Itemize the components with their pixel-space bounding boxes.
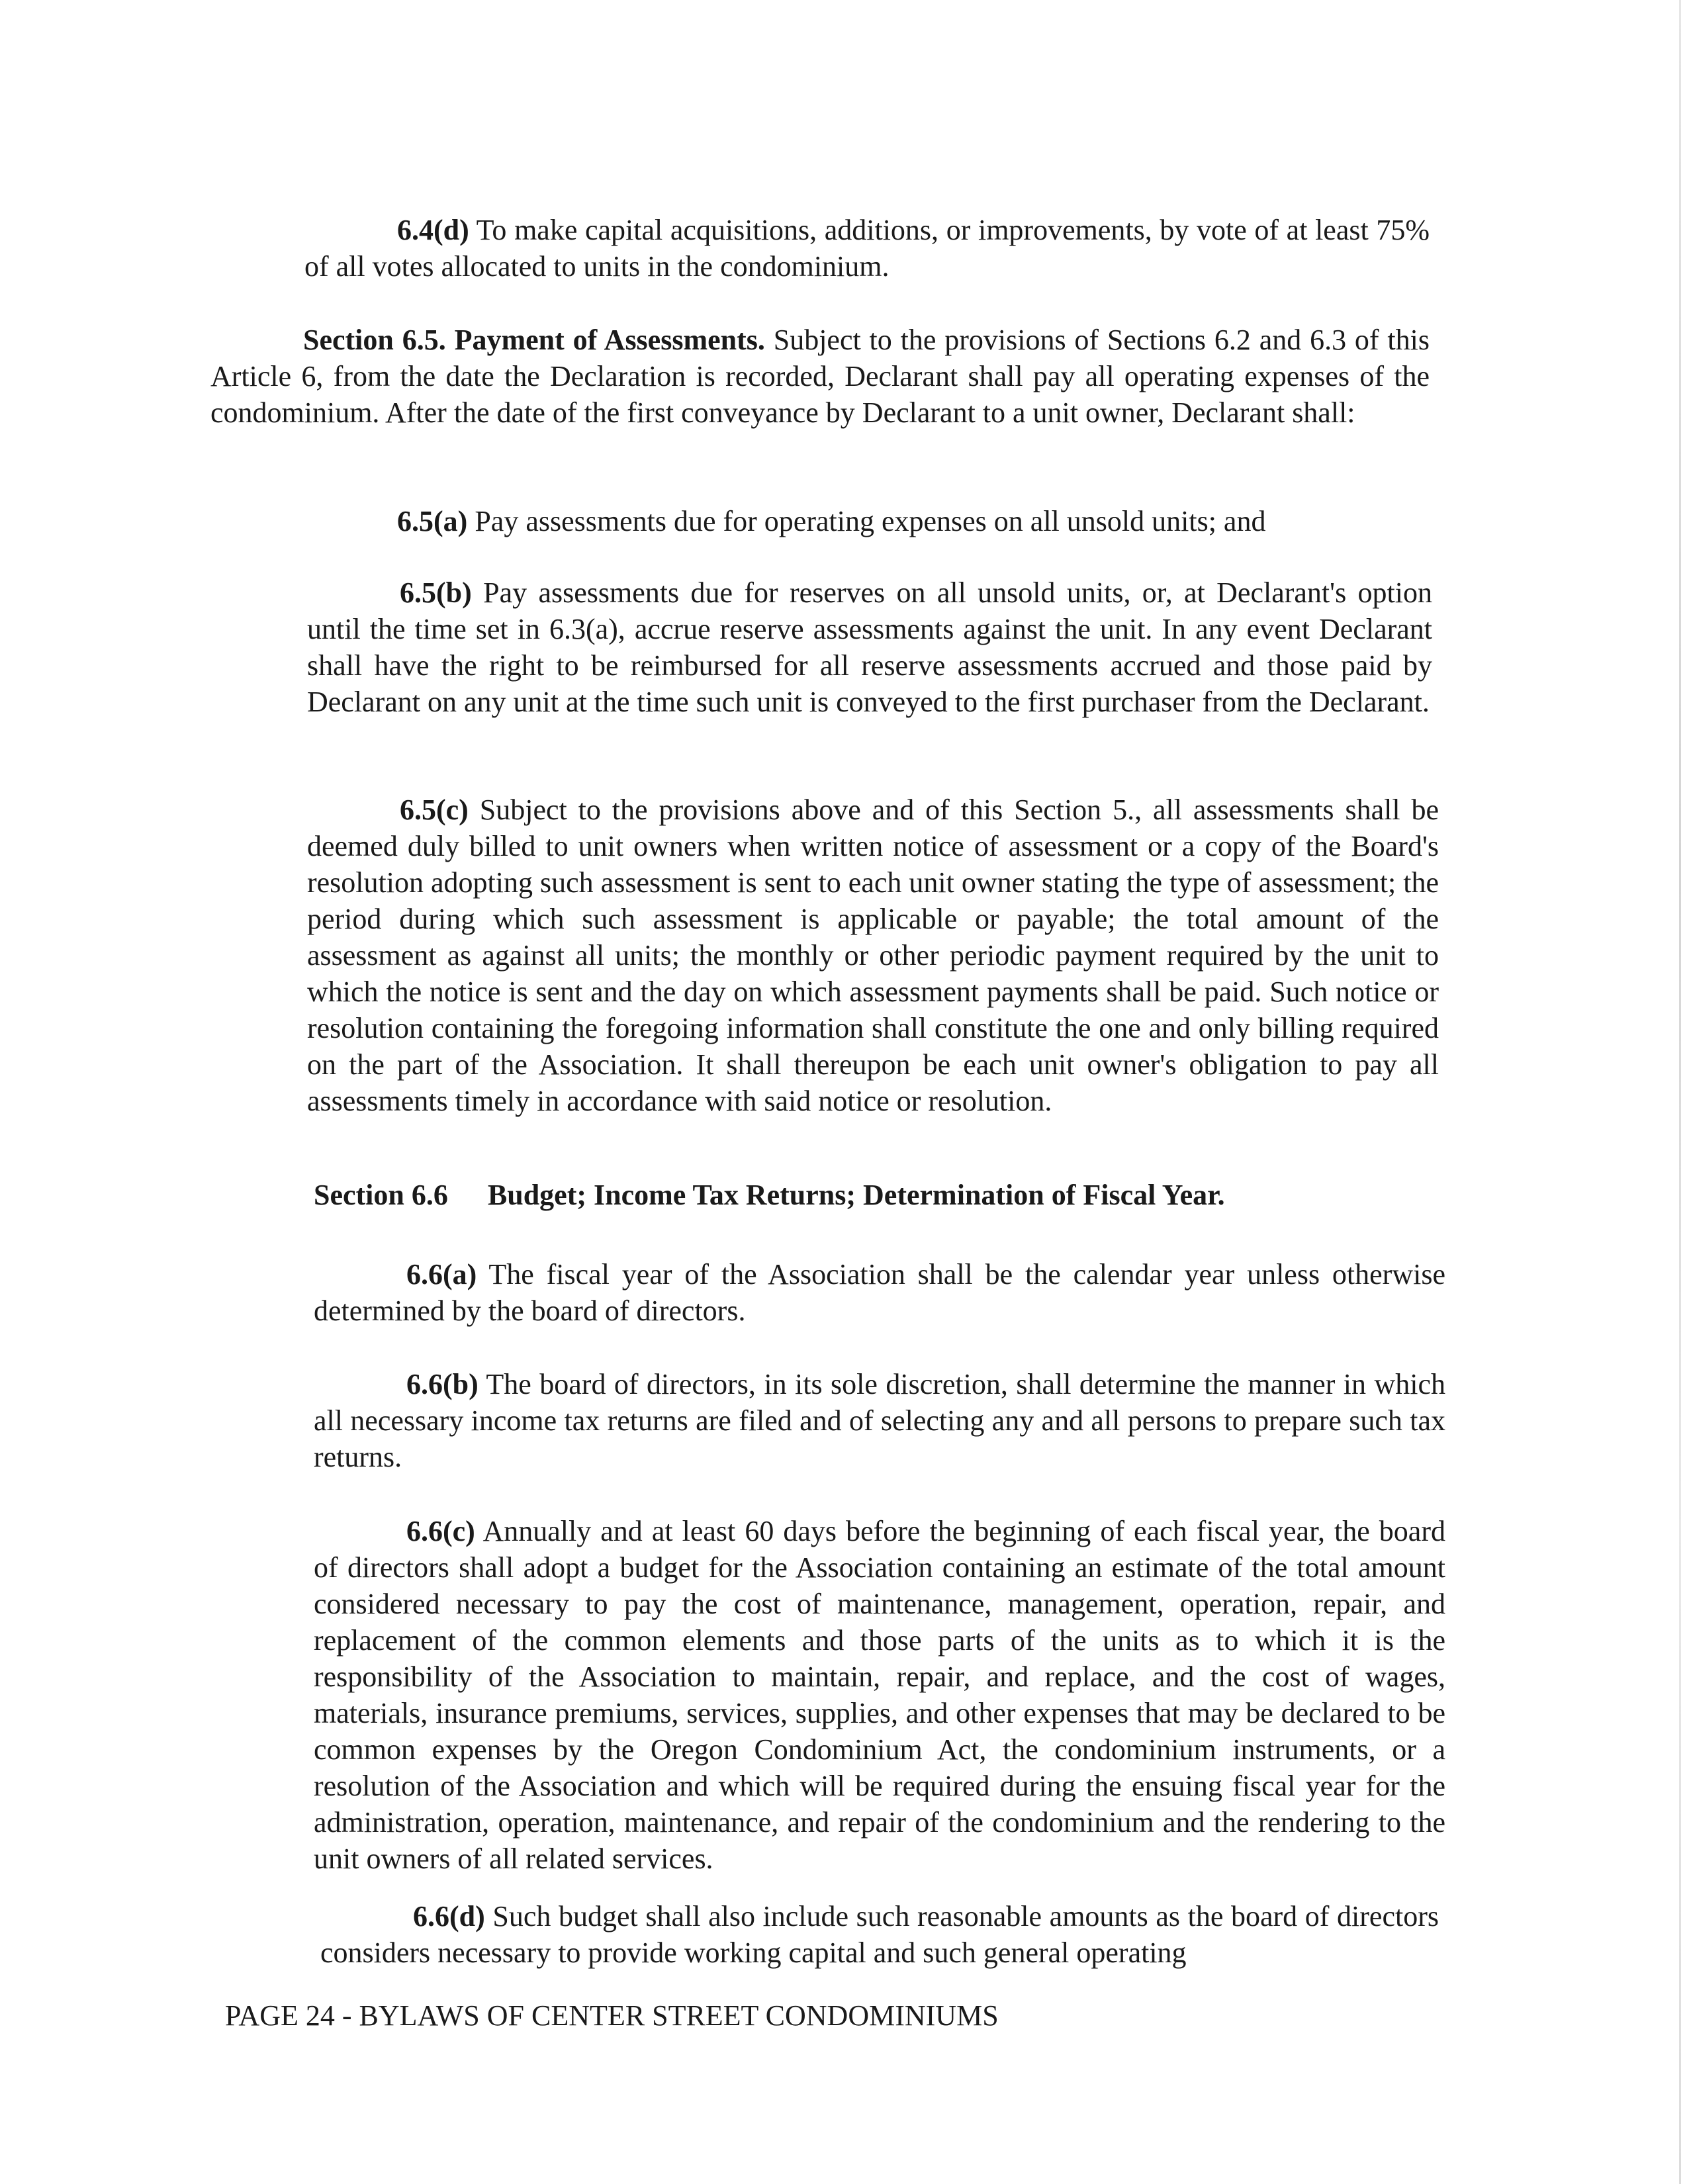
- section-heading: Section 6.5. Payment of Assessments.: [303, 324, 765, 356]
- paragraph-label: 6.5(c): [400, 794, 469, 826]
- paragraph-6-5-c: [307, 792, 1439, 1119]
- paragraph-text: Such budget shall also include such reasonable amounts as the board of directors considers necessary to provide working capital and such general operating: [320, 1900, 1439, 1969]
- paragraph-6-5-a: [304, 503, 1430, 539]
- section-6-6-heading: [314, 1177, 1439, 1213]
- paragraph-label: 6.6(d): [413, 1900, 485, 1933]
- paragraph-6-5-b: [307, 574, 1432, 720]
- paragraph-label: 6.6(a): [406, 1258, 477, 1291]
- paragraph-text: Subject to the provisions above and of this Section 5., all assessments shall be deemed duly billed to unit owners when written notice of assessment or a copy of the Board's resolution adopting such assessment is sent to each unit owner stating the type of assessment; the period during which such assessment is applicable or payable; the total amount of the assessment as against all units; the monthly or other periodic payment required by the unit to which the notice is sent and the day on which assessment payments shall be paid. Such notice or resolution containing the foregoing information shall constitute the one and only billing required on the part of the Association. It shall thereupon be each unit owner's obligation to pay all assessments timely in accordance with said notice or resolution.: [307, 794, 1439, 1117]
- paragraph-label: 6.5(a): [397, 505, 468, 537]
- paragraph-text: Pay assessments due for operating expenses on all unsold units; and: [467, 505, 1266, 537]
- section-title: Budget; Income Tax Returns; Determination of Fiscal Year.: [487, 1179, 1225, 1211]
- paragraph-6-4-d: [304, 212, 1430, 285]
- paragraph-text: The board of directors, in its sole discretion, shall determine the manner in which all necessary income tax returns are filed and of selecting any and all persons to prepare such tax returns.: [314, 1368, 1445, 1473]
- paragraph-6-6-c: [314, 1513, 1445, 1877]
- paragraph-6-6-a: [314, 1256, 1445, 1329]
- paragraph-text: The fiscal year of the Association shall be the calendar year unless otherwise determined by the board of directors.: [314, 1258, 1445, 1327]
- paragraph-text: Pay assessments due for reserves on all unsold units, or, at Declarant's option until the time set in 6.3(a), accrue reserve assessments against the unit. In any event Declarant shall have the right to be reimbursed for all reserve assessments accrued and those paid by Declarant on any unit at the time such unit is conveyed to the first purchaser from the Declarant.: [307, 576, 1432, 718]
- paragraph-label: 6.6(b): [406, 1368, 479, 1400]
- paragraph-6-6-d: [320, 1898, 1439, 1971]
- paragraph-label: 6.5(b): [400, 576, 472, 609]
- paragraph-text: Subject to the provisions of Sections 6.2 and 6.3 of this Article 6, from the date the Declaration is recorded, Declarant shall pay all operating expenses of the condominium. After the date of the first conveyance by Declarant to a unit owner, Declarant shall:: [210, 324, 1430, 429]
- page-footer: PAGE 24 - BYLAWS OF CENTER STREET CONDOMINIUMS: [225, 1999, 999, 2032]
- section-number: Section 6.6: [314, 1179, 448, 1211]
- scan-edge-line: [1679, 0, 1681, 2184]
- paragraph-text: To make capital acquisitions, additions, or improvements, by vote of at least 75% of all votes allocated to units in the condominium.: [304, 214, 1430, 283]
- paragraph-label: 6.4(d): [397, 214, 469, 246]
- section-6-5-payment-of-assessments: [210, 322, 1430, 431]
- paragraph-6-6-b: [314, 1366, 1445, 1475]
- paragraph-label: 6.6(c): [406, 1515, 475, 1547]
- paragraph-text: Annually and at least 60 days before the beginning of each fiscal year, the board of directors shall adopt a budget for the Association containing an estimate of the total amount considered necessary to pay the cost of maintenance, management, operation, repair, and replacement of the common elements and those parts of the units as to which it is the responsibility of the Association to maintain, repair, and replace, and the cost of wages, materials, insurance premiums, services, supplies, and other expenses that may be declared to be common expenses by the Oregon Condominium Act, the condominium instruments, or a resolution of the Association and which will be required during the ensuing fiscal year for the administration, operation, maintenance, and repair of the condominium and the rendering to the unit owners of all related services.: [314, 1515, 1445, 1875]
